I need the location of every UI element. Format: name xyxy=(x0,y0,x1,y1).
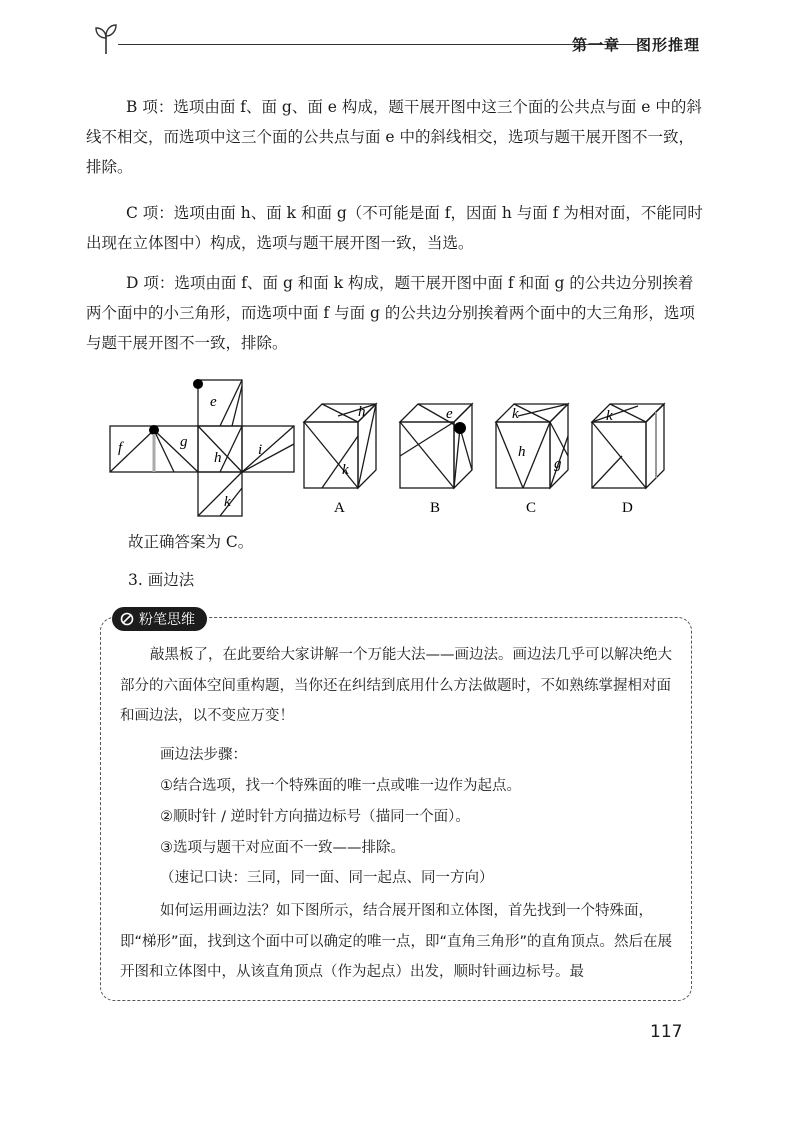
option-c-text: C 项：选项由面 h、面 k 和面 g（不可能是面 f，因面 h 与面 f 为相对面，不能同时出现在立体图中）构成，选项与题干展开图一致，当选。 xyxy=(86,204,703,252)
net-label-g: g xyxy=(180,434,188,450)
mnemonic: （速记口诀：三同，同一面、同一起点、同一方向） xyxy=(160,870,494,886)
chapter-title: 第一章 图形推理 xyxy=(571,36,700,54)
net-label-e: e xyxy=(210,394,217,410)
net-vertex-dot-mid xyxy=(149,425,159,435)
cube-b-vertex-dot xyxy=(454,422,466,434)
net-label-f: f xyxy=(118,440,123,456)
cube-a-label-top: h xyxy=(358,404,366,420)
cube-c-caption: C xyxy=(526,500,537,516)
cube-a-caption: A xyxy=(334,500,345,516)
option-b-paragraph xyxy=(86,92,704,182)
page-number: 117 xyxy=(650,1022,683,1042)
box-closing xyxy=(120,896,680,988)
net-label-h: h xyxy=(214,450,222,466)
answer-line: 故正确答案为 C。 xyxy=(128,533,254,551)
option-c-paragraph xyxy=(86,198,704,258)
box-intro-text: 敲黑板了，在此要给大家讲解一个万能大法——画边法。画边法几乎可以解决绝大部分的六面体空间重构题，当你还在纠结到底用什么方法做题时，不如熟练掌握相对面和画边法，以不变应万变！ xyxy=(120,647,672,724)
no-sign-icon xyxy=(120,612,134,626)
step-1: ①结合选项，找一个特殊面的唯一点或唯一边作为起点。 xyxy=(160,778,521,794)
badge-label: 粉笔思维 xyxy=(139,612,195,628)
box-closing-text: 如何运用画边法？如下图所示，结合展开图和立体图，首先找到一个特殊面，即“梯形”面，找到这个面中可以确定的唯一点，即“直角三角形”的直角顶点。然后在展开图和立体图中，从该直角顶点（作为起点）出发，顺时针画边标号。最 xyxy=(120,903,673,980)
step-3: ③选项与题干对应面不一致——排除。 xyxy=(160,840,405,856)
page-header xyxy=(92,14,712,58)
steps-title: 画边法步骤： xyxy=(160,747,247,763)
cube-net xyxy=(110,380,294,516)
cube-option-b xyxy=(400,404,472,488)
option-d-text: D 项：选项由面 f、面 g 和面 k 构成，题干展开图中面 f 和面 g 的公共边分别挨着两个面中的小三角形，而选项中面 f 与面 g 的公共边分别挨着两个面中的大三角形，选项与题干展开图不一致，排除。 xyxy=(86,274,695,352)
net-vertex-dot-top xyxy=(193,379,203,389)
chalk-thinking-badge xyxy=(112,607,207,631)
cube-d-caption: D xyxy=(622,500,633,516)
step-2: ②顺时针 / 逆时针方向描边标号（描同一个面）。 xyxy=(160,809,470,825)
cube-c-label-right: g xyxy=(554,456,562,472)
sprout-icon xyxy=(92,22,120,56)
cube-c-label-top: k xyxy=(512,406,519,422)
cube-option-d xyxy=(592,404,664,488)
cube-figure xyxy=(108,376,698,526)
box-intro xyxy=(120,640,680,732)
cube-a-label-front: k xyxy=(342,462,349,478)
cube-c-label-front: h xyxy=(518,444,526,460)
cube-b-caption: B xyxy=(430,500,441,516)
cube-option-c xyxy=(496,404,568,488)
option-d-paragraph xyxy=(86,268,704,358)
section-heading: 3. 画边法 xyxy=(128,571,195,589)
cube-d-label-top: k xyxy=(606,408,613,424)
cube-b-label-top: e xyxy=(446,406,453,422)
header-rule xyxy=(118,44,638,45)
net-label-i: i xyxy=(258,442,263,458)
net-face-e xyxy=(198,380,242,426)
net-label-k: k xyxy=(224,494,231,510)
option-b-text: B 项：选项由面 f、面 g、面 e 构成，题干展开图中这三个面的公共点与面 e 中的斜线不相交，而选项中这三个面的公共点与面 e 中的斜线相交，选项与题干展开图不一致，排除。 xyxy=(86,98,702,176)
